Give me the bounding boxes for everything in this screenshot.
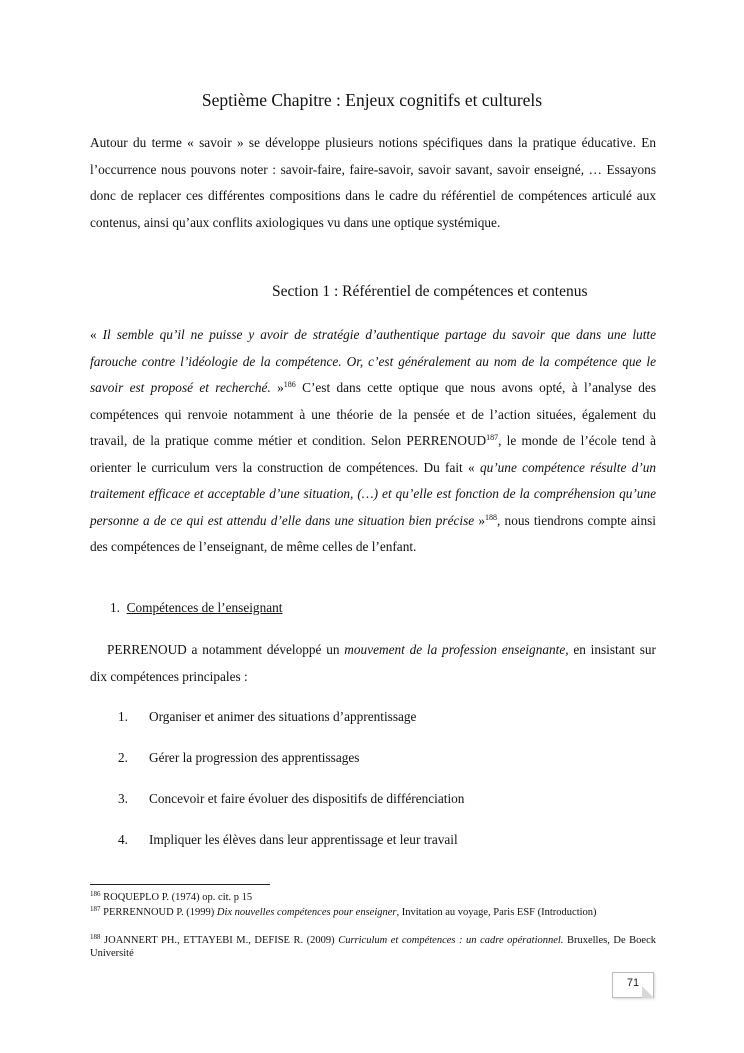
perrenoud-paragraph: PERRENOUD a notamment développé un mouvement de la profession enseignante, en insistant sur dix compétences principales :	[90, 642, 656, 684]
list-item: 2. Gérer la progression des apprentissages	[118, 750, 360, 765]
intro-paragraph: Autour du terme « savoir » se développe plusieurs notions spécifiques dans la pratique éducative. En l’occurrence nous pouvons noter : savoir-faire, faire-savoir, savoir savant, savoir enseigné, … Essayons donc de replacer ces différentes compositions dans le cadre du référentiel de compétences articulé aux contenus, ainsi qu’aux conflits axiologiques vu dans une optique systémique.	[90, 135, 656, 230]
profession-emphasis: mouvement de la profession enseignante,	[344, 642, 569, 657]
footnote-186: $^{186}$ ROQUEPLO P. (1974) op. cit. p 15	[90, 890, 253, 903]
list-item: 4. Impliquer les élèves dans leur apprentissage et leur travail	[118, 832, 458, 847]
subsection-number: 1.	[110, 600, 120, 615]
section-title: Section 1 : Référentiel de compétences et contenus	[272, 283, 588, 300]
footnote-187: $^{187}$ PERRENNOUD P. (1999) Dix nouvelles compétences pour enseigner, Invitation au voyage, Paris ESF (Introduction)	[90, 905, 597, 918]
footnote-ref-186[interactable]: 186	[283, 380, 296, 389]
page-curl-icon	[642, 986, 654, 998]
footnote-ref-188[interactable]: 188	[485, 512, 498, 522]
page-number-box	[612, 972, 654, 998]
roqueplo-quote: Il semble qu’il ne puisse y avoir de stratégie d’authentique partage du savoir que dans une lutte farouche contre l’idéologie de la compétence. Or, c’est généralement au nom de la compétence que le savoir est proposé et recherché.	[90, 327, 656, 395]
footnote-188: $^{188}$ JOANNERT PH., ETTAYEBI M., DEFISE R. (2009) Curriculum et compétences : un cadre opérationnel. Bruxelles, De Boeck Université	[90, 933, 656, 959]
page-number: 71	[626, 977, 640, 989]
list-item: 3. Concevoir et faire évoluer des dispositifs de différenciation	[118, 791, 465, 806]
footnote-ref-187[interactable]: 187	[486, 433, 499, 442]
footnote-divider	[90, 884, 270, 885]
jonnaert-quote: qu’une compétence résulte d’un traitement efficace et acceptable d’une situation, (…) et qu’elle est fonction de la compréhension qu’une personne a de ce qui est attendu d’elle dans une situation bien précise	[90, 459, 656, 528]
subsection-label: Compétences de l’enseignant	[126, 600, 283, 615]
chapter-title: Septième Chapitre : Enjeux cognitifs et culturels	[201, 90, 543, 110]
competence-paragraph: « Il semble qu’il ne puisse y avoir de stratégie d’authentique partage du savoir que dans une lutte farouche contre l’idéologie de la compétence. Or, c’est généralement au nom de la compétence que le savoir est proposé et recherché. »$^{186}$ C’est dans cette optique que nous avons opté, à l’analyse des compétences qui renvoie notamment à une théorie de la pensée et de l’action situées, également du travail, de la pratique comme métier et condition. Selon PERRENOUD$^{187}$, le monde de l’école tend à orienter le curriculum vers la construction de compétences. Du fait « qu’une compétence résulte d’un traitement efficace et acceptable d’une situation, (…) et qu’elle est fonction de la compréhension qu’une personne a de ce qui est attendu d’elle dans une situation bien précise »$^{188}$, nous tiendrons compte ainsi des compétences de l’enseignant, de même celles de l’enfant.	[90, 327, 656, 554]
subsection-heading	[110, 600, 282, 616]
list-item: 1. Organiser et animer des situations d’apprentissage	[118, 709, 417, 724]
